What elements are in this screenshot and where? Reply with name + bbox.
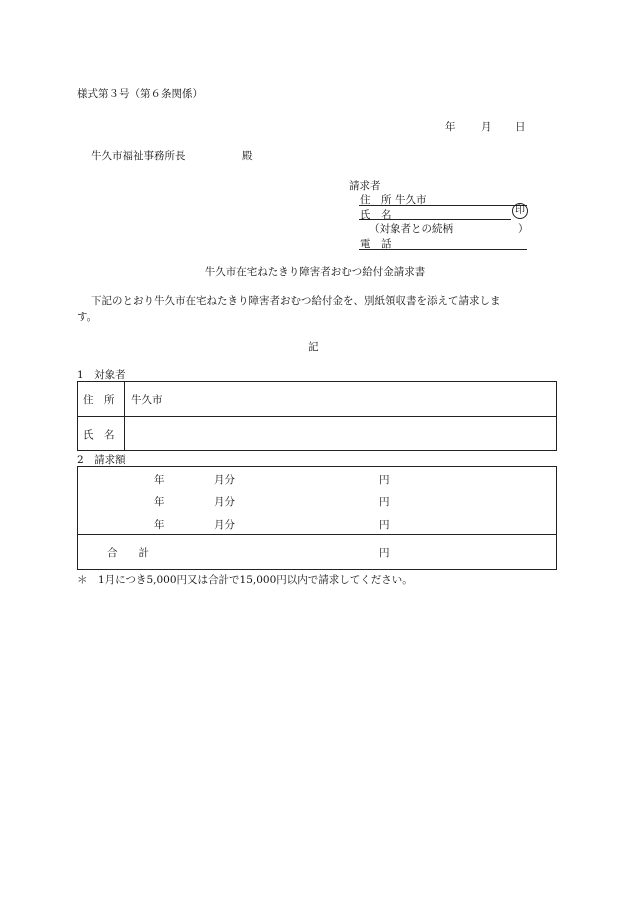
claim-amount-table bbox=[77, 466, 557, 570]
target-name-row bbox=[78, 417, 556, 450]
claim-row-3-month: 月分 bbox=[214, 519, 235, 531]
ki-heading: 記 bbox=[308, 341, 319, 353]
requester-name-line bbox=[359, 219, 511, 220]
target-address-label: 住 所 bbox=[83, 394, 115, 406]
date-month: 月 bbox=[481, 121, 492, 133]
requester-phone-line bbox=[359, 249, 527, 250]
requester-heading: 請求者 bbox=[349, 180, 381, 192]
section1-heading: 1 対象者 bbox=[77, 369, 126, 381]
requester-address-value: 牛久市 bbox=[395, 194, 427, 206]
document-title: 牛久市在宅ねたきり障害者おむつ給付金請求書 bbox=[204, 266, 426, 278]
claim-row-1-month: 月分 bbox=[214, 474, 235, 486]
claim-row-1-yen: 円 bbox=[379, 474, 390, 486]
seal-mark: 印 bbox=[512, 203, 528, 219]
requester-address-line bbox=[359, 205, 527, 206]
claim-total-row bbox=[78, 535, 556, 569]
requester-phone-label: 電 話 bbox=[360, 238, 392, 250]
date-day: 日 bbox=[515, 121, 526, 133]
target-address-value: 牛久市 bbox=[131, 394, 163, 406]
target-person-table bbox=[77, 381, 557, 451]
claim-row-1-year: 年 bbox=[154, 474, 165, 486]
claim-rows bbox=[78, 467, 556, 535]
target-name-label-cell bbox=[78, 417, 125, 450]
body-text-line-1: 下記のとおり牛久市在宅ねたきり障害者おむつ給付金を、別紙領収書を添えて請求しま bbox=[91, 295, 501, 307]
claim-row-2-yen: 円 bbox=[379, 496, 390, 508]
section2-heading: 2 請求額 bbox=[77, 454, 126, 466]
claim-total-yen: 円 bbox=[379, 547, 390, 559]
claim-row-2-year: 年 bbox=[154, 496, 165, 508]
body-text-line-2: す。 bbox=[77, 311, 98, 323]
target-address-row bbox=[78, 382, 556, 417]
footnote: ＊ 1月につき5,000円又は合計で15,000円以内で請求してください。 bbox=[77, 574, 413, 586]
form-number: 様式第３号（第６条関係） bbox=[77, 88, 203, 100]
addressee-honorific: 殿 bbox=[242, 150, 253, 162]
requester-relation-open: （対象者との続柄 bbox=[369, 223, 453, 235]
requester-address-label: 住 所 bbox=[360, 194, 392, 206]
claim-row-3-year: 年 bbox=[154, 519, 165, 531]
date-year: 年 bbox=[445, 121, 456, 133]
target-name-label: 氏 名 bbox=[83, 429, 115, 441]
requester-name-label: 氏 名 bbox=[360, 209, 392, 221]
claim-row-3-yen: 円 bbox=[379, 519, 390, 531]
requester-relation-close: ） bbox=[518, 223, 529, 235]
claim-total-label: 合 計 bbox=[107, 547, 149, 559]
target-address-label-cell bbox=[78, 382, 125, 416]
addressee-name: 牛久市福祉事務所長 bbox=[91, 150, 186, 162]
claim-row-2-month: 月分 bbox=[214, 496, 235, 508]
